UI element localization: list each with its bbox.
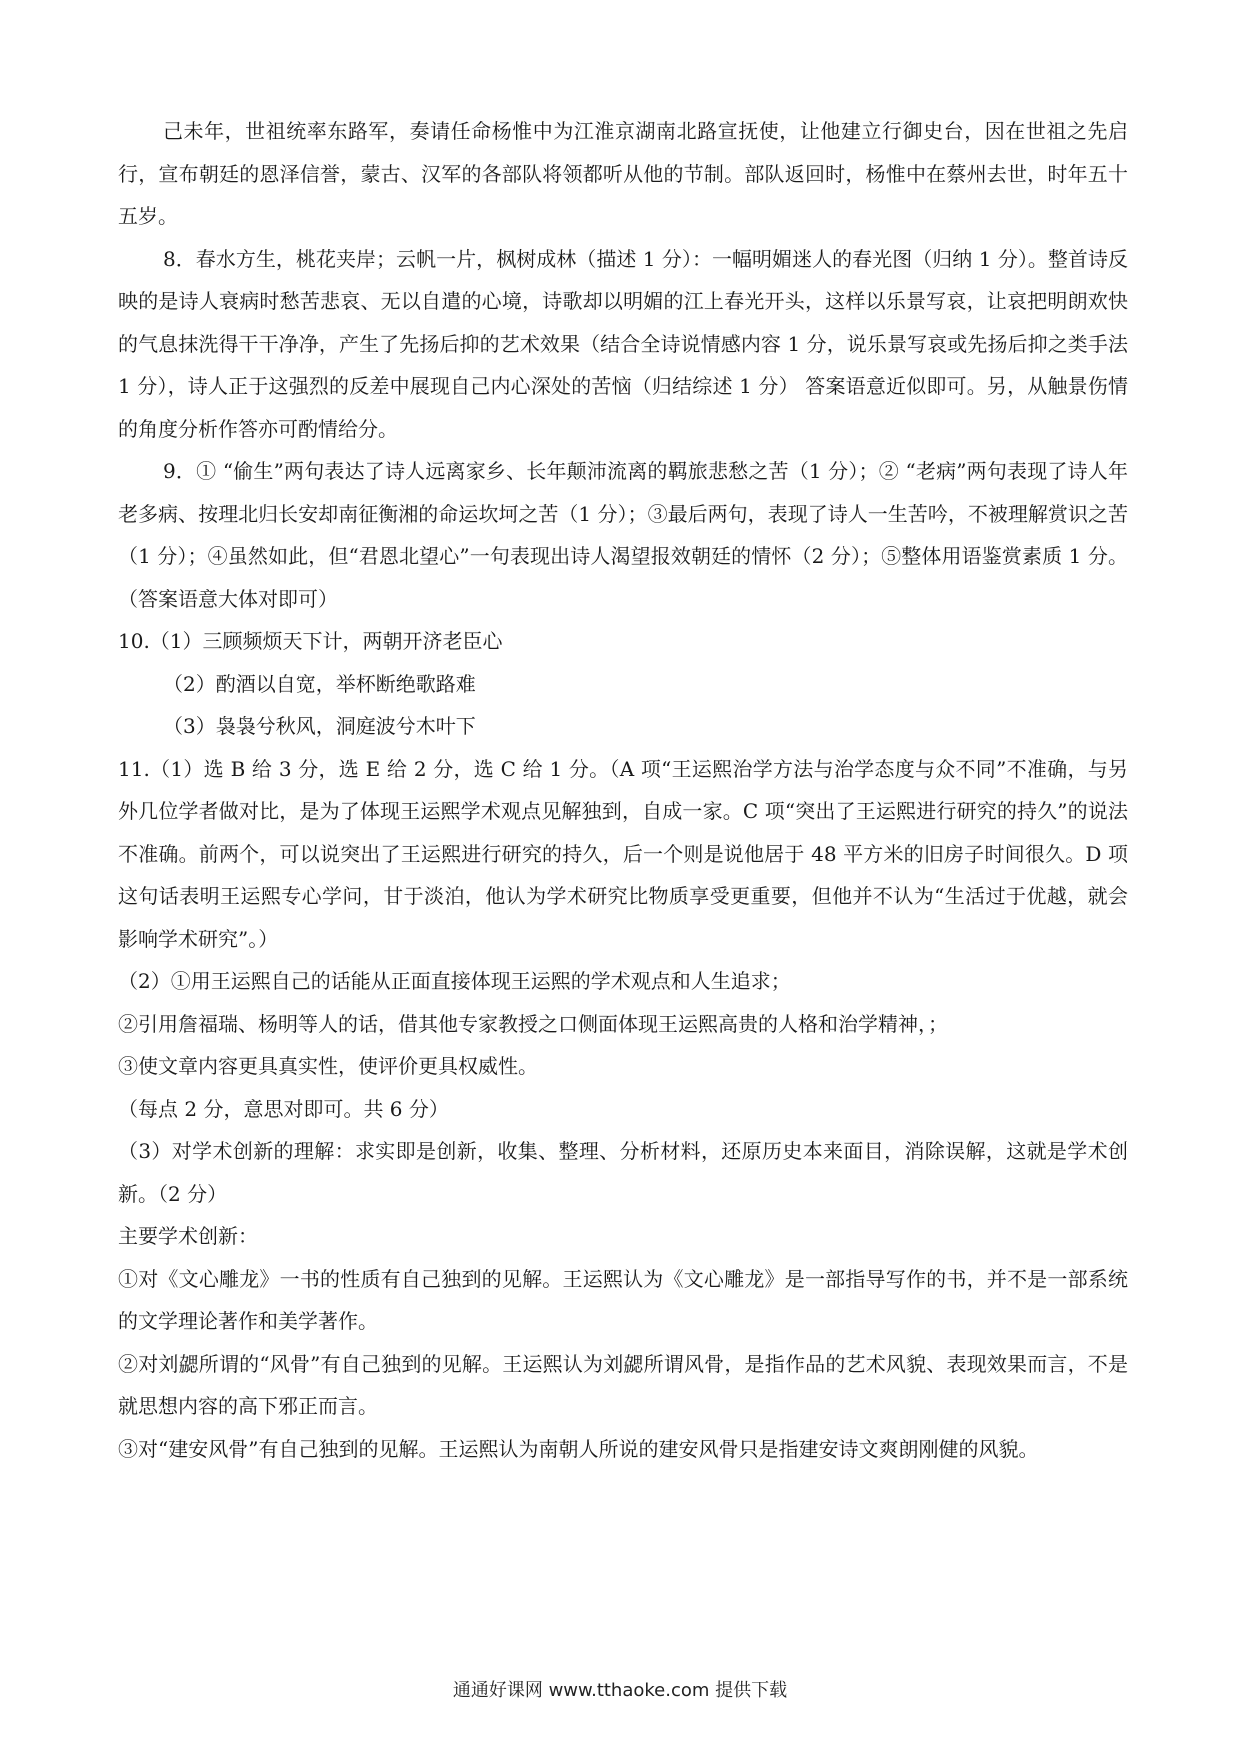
answer-10-1: 10.（1）三顾频烦天下计，两朝开济老臣心 <box>118 629 503 653</box>
document-body <box>118 110 1128 1470</box>
answer-11-2-scoring: （每点 2 分，意思对即可。共 6 分） <box>118 1096 449 1121</box>
answer-11-2-point-3: ③使文章内容更具真实性，使评价更具权威性。 <box>118 1054 538 1078</box>
page-footer: 通通好课网 www.tthaoke.com 提供下载 <box>452 1680 788 1701</box>
answer-11-2-point-2: ②引用詹福瑞、杨明等人的话，借其他专家教授之口侧面体现王运熙高贵的人格和治学精神，； <box>118 1011 948 1036</box>
paragraph-translation: 己未年，世祖统率东路军，奏请任命杨惟中为江淮京湖南北路宣抚使，让他建立行御史台，因在世祖之先启行，宣布朝廷的恩泽信誉，蒙古、汉军的各部队将领都听从他的节制。部队返回时，杨惟中在蔡州去世，时年五十五岁。 <box>118 119 1128 228</box>
answer-11-3-point-1: ①对《文心雕龙》一书的性质有自己独到的见解。王运熙认为《文心雕龙》是一部指导写作的书，并不是一部系统的文学理论著作和美学著作。 <box>118 1266 1128 1333</box>
answer-10-2: （2）酌酒以自宽，举杯断绝歌路难 <box>163 671 476 696</box>
answer-11-1: 11.（1）选 B 给 3 分，选 E 给 2 分，选 C 给 1 分。（A 项“王运熙治学方法与治学态度与众不同”不准确，与另外几位学者做对比，是为了体现王运熙学术观点见解独到，自成一家。C 项“突出了王运熙进行研究的持久”的说法不准确。前两个，可以说突出了王运熙进行研究的持久，后一个则是说他居于 48 平方米的旧房子时间很久。D 项这句话表明王运熙专心学问，甘于淡泊，他认为学术研究比物质享受更重要，但他并不认为“生活过于优越，就会影响学术研究”。） <box>118 756 1128 951</box>
answer-11-3-point-3: ③对“建安风骨”有自己独到的见解。王运熙认为南朝人所说的建安风骨只是指建安诗文爽朗刚健的风貌。 <box>118 1436 1039 1461</box>
answer-8: 8．春水方生，桃花夹岸；云帆一片，枫树成林（描述 1 分）：一幅明媚迷人的春光图（归纳 1 分）。整首诗反映的是诗人衰病时愁苦悲哀、无以自遣的心境，诗歌却以明媚的江上春光开头，这样以乐景写哀，让哀把明朗欢快的气息抹洗得干干净净，产生了先扬后抑的艺术效果（结合全诗说情感内容 1 分，说乐景写哀或先扬后抑之类手法 1 分），诗人正于这强烈的反差中展现自己内心深处的苦恼（归结综述 1 分） 答案语意近似即可。另，从触景伤情的角度分析作答亦可酌情给分。 <box>118 246 1128 441</box>
answer-11-3-point-2: ②对刘勰所谓的“风骨”有自己独到的见解。王运熙认为刘勰所谓风骨，是指作品的艺术风貌、表现效果而言，不是就思想内容的高下邪正而言。 <box>118 1351 1128 1418</box>
answer-11-3: （3）对学术创新的理解：求实即是创新，收集、整理、分析材料，还原历史本来面目，消除误解，这就是学术创新。（2 分） <box>118 1139 1128 1206</box>
answer-11-2-point-1: （2）①用王运熙自己的话能从正面直接体现王运熙的学术观点和人生追求； <box>118 969 791 993</box>
answer-9: 9．① “偷生”两句表达了诗人远离家乡、长年颠沛流离的羁旅悲愁之苦（1 分）；② “老病”两句表现了诗人年老多病、按理北归长安却南征衡湘的命运坎坷之苦（1 分）；③最后两句，表现了诗人一生苦吟，不被理解赏识之苦（1 分）；④虽然如此，但“君恩北望心”一句表现出诗人渴望报效朝廷的情怀（2 分）；⑤整体用语鉴赏素质 1 分。（答案语意大体对即可） <box>118 459 1128 611</box>
answer-11-3-heading: 主要学术创新： <box>118 1224 258 1248</box>
answer-10-3: （3）袅袅兮秋风，洞庭波兮木叶下 <box>163 714 476 738</box>
